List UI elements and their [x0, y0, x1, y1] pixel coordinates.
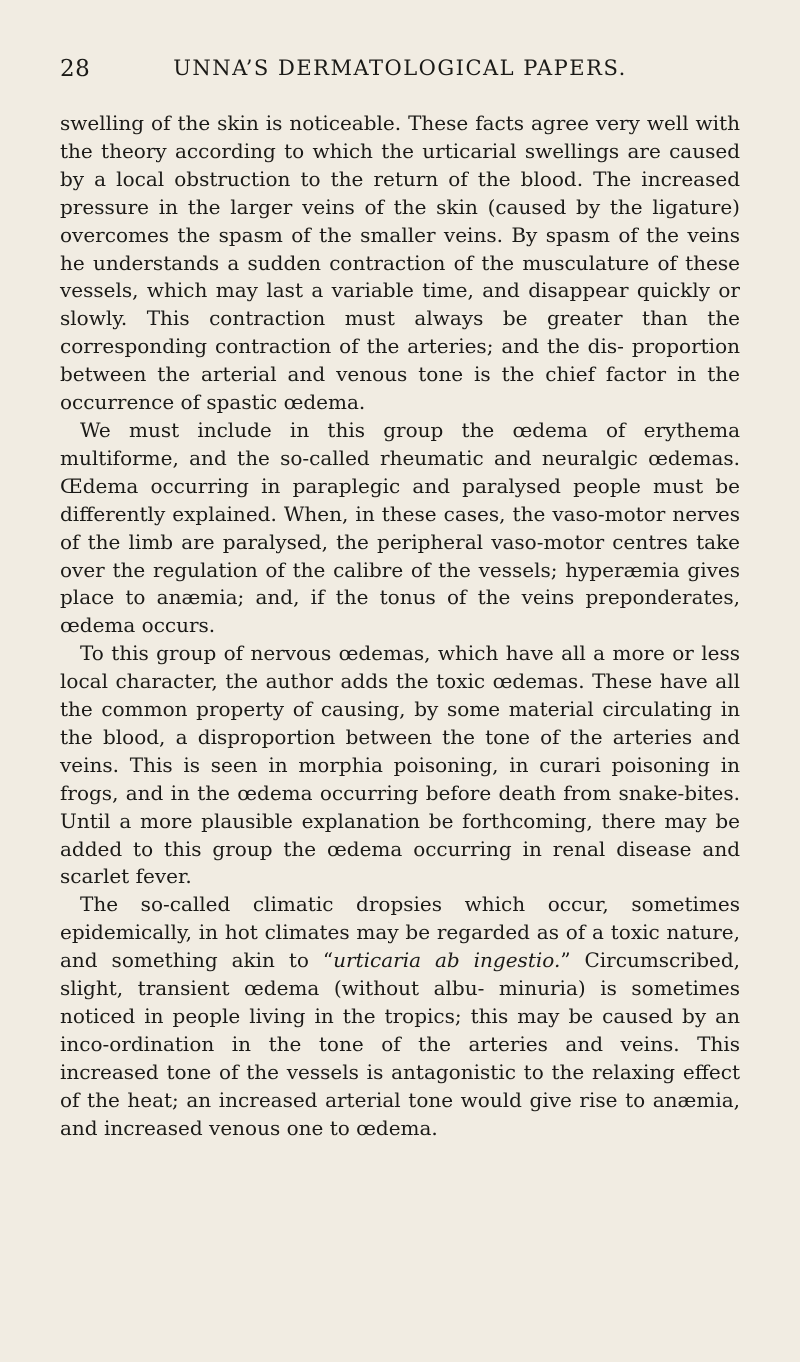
page-number: 28	[60, 56, 91, 82]
paragraph-toxic-oedemas: To this group of nervous œdemas, which have all a more or less local character, the author adds the toxic œdemas. These have all the common property of causing, by some material circulating in the blood, a disproportion between the tone of the arteries and veins. This is seen in morphia poisoning, in curari poisoning in frogs, and in the œdema occurring before death from snake-bites. Until a more plausible explanation be forthcoming, there may be added to this group the œdema occurring in renal disease and scarlet fever.	[60, 641, 740, 889]
paragraph-climatic-text-before: The so-called climatic dropsies which occur, sometimes epidemically, in hot climates may be regarded as of a toxic nature, and something akin to “	[60, 892, 740, 973]
paragraph-climatic-dropsies	[60, 891, 740, 1142]
paragraph-erythema-multiforme: We must include in this group the œdema of erythema multiforme, and the so-called rheumatic and neuralgic œdemas. Œdema occurring in paraplegic and paralysed people must be differently explained. When, in these cases, the vaso-motor nerves of the limb are paralysed, the peripheral vaso-motor centres take over the regulation of the calibre of the vessels; hyperæmia gives place to anæmia; and, if the tonus of the veins preponderates, œdema occurs.	[60, 417, 740, 638]
page-header	[60, 56, 740, 86]
paragraph-spastic-oedema: swelling of the skin is noticeable. These facts agree very well with the theory according to which the urticarial swellings are caused by a local obstruction to the return of the blood. The increased pressure in the larger veins of the skin (caused by the ligature) overcomes the spasm of the smaller veins. By spasm of the veins he understands a sudden contraction of the musculature of these vessels, which may last a variable time, and disappear quickly or slowly. This contraction must always be greater than the corresponding contraction of the arteries; and the dis- proportion between the arterial and venous tone is the chief factor in the occurrence of spastic œdema.	[60, 111, 740, 415]
body-text	[60, 110, 740, 1143]
paragraph-climatic-text-after: ” Circumscribed, slight, transient œdema (without albu- minuria) is sometimes noticed in people living in the tropics; this may be caused by an inco-ordination in the tone of the arteries and veins. This increased tone of the vessels is antagonistic to the relaxing effect of the heat; an increased arterial tone would give rise to anæmia, and increased venous one to œdema.	[60, 948, 741, 1140]
latin-phrase: urticaria ab ingestio.	[333, 948, 561, 973]
running-title: UNNA’S DERMATOLOGICAL PAPERS.	[173, 56, 627, 80]
